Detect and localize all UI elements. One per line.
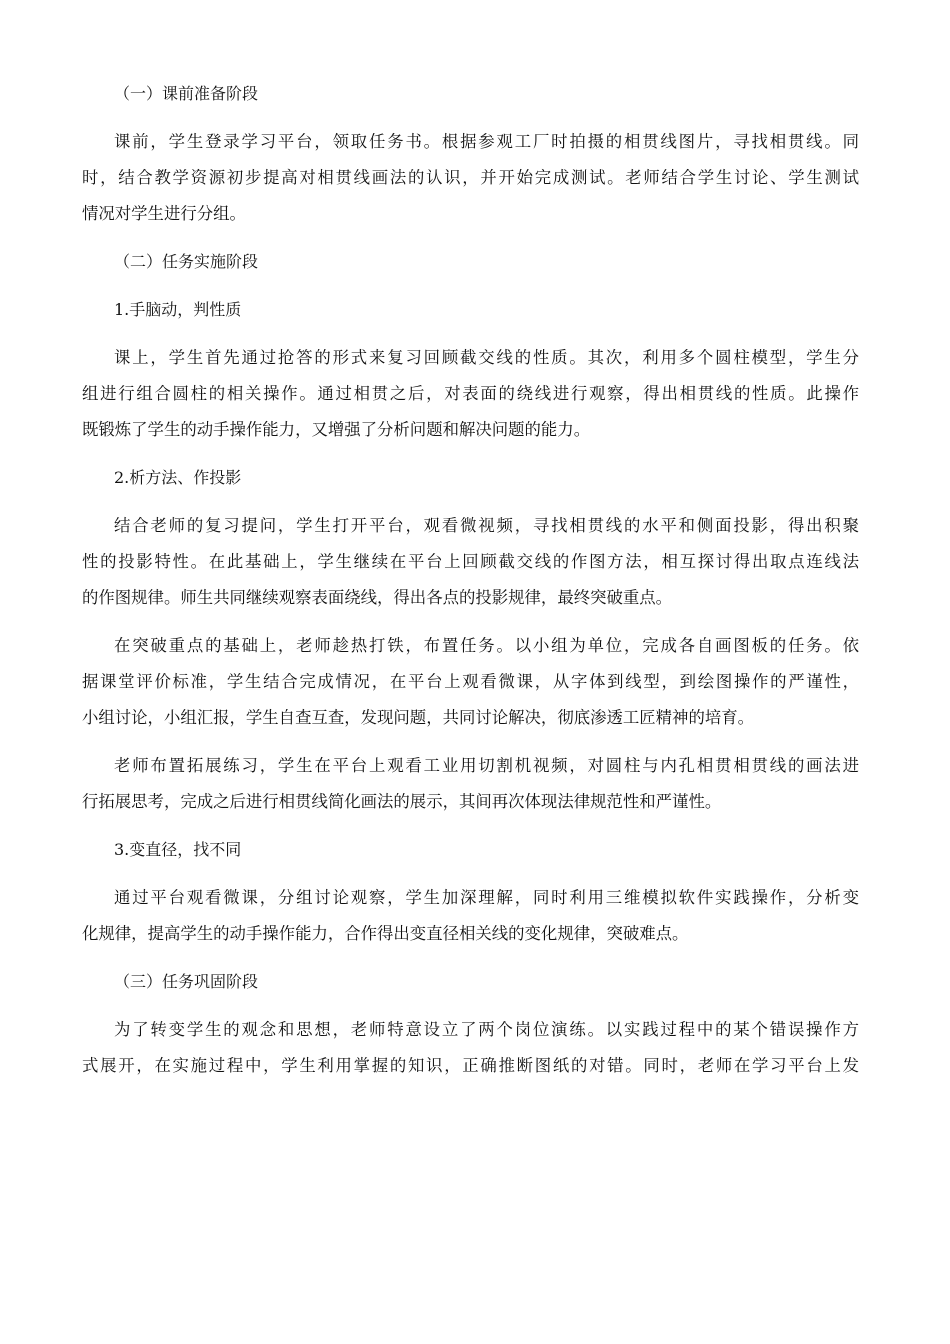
paragraph-line: 式展开，在实施过程中，学生利用掌握的知识，正确推断图纸的对错。同时，老师在学习平台上发 — [82, 1056, 859, 1075]
paragraph-line: 据课堂评价标准，学生结合完成情况，在平台上观看微课，从字体到线型，到绘图操作的严谨性， — [82, 672, 859, 691]
section-heading-consolidation: （三）任务巩固阶段 — [114, 972, 259, 991]
paragraph-line: 组进行组合圆柱的相关操作。通过相贯之后，对表面的绕线进行观察，得出相贯线的性质。此操作 — [82, 384, 859, 403]
paragraph-hands-on — [82, 340, 859, 448]
paragraph-line: 行拓展思考，完成之后进行相贯线简化画法的展示，其间再次体现法律规范性和严谨性。 — [82, 792, 722, 811]
paragraph-line: 情况对学生进行分组。 — [82, 204, 246, 223]
paragraph-task-assignment — [82, 628, 859, 736]
subsection-heading-1: 1.手脑动，判性质 — [114, 300, 242, 319]
paragraph-pre-class — [82, 124, 859, 232]
paragraph-line: 为了转变学生的观念和思想，老师特意设立了两个岗位演练。以实践过程中的某个错误操作方 — [114, 1020, 859, 1039]
paragraph-line: 课前，学生登录学习平台，领取任务书。根据参观工厂时拍摄的相贯线图片，寻找相贯线。同 — [114, 132, 859, 151]
section-heading-implementation: （二）任务实施阶段 — [114, 252, 259, 271]
paragraph-extension — [82, 748, 859, 820]
paragraph-consolidation — [82, 1012, 859, 1084]
paragraph-line: 小组讨论，小组汇报，学生自查互查，发现问题，共同讨论解决，彻底渗透工匠精神的培育。 — [82, 708, 755, 727]
document-body — [82, 76, 859, 1096]
section-heading-pre-class: （一）课前准备阶段 — [114, 84, 259, 103]
paragraph-line: 既锻炼了学生的动手操作能力，又增强了分析问题和解决问题的能力。 — [82, 420, 591, 439]
paragraph-line: 课上，学生首先通过抢答的形式来复习回顾截交线的性质。其次，利用多个圆柱模型，学生分 — [114, 348, 859, 367]
paragraph-line: 结合老师的复习提问，学生打开平台，观看微视频，寻找相贯线的水平和侧面投影，得出积聚 — [114, 516, 859, 535]
paragraph-diameter — [82, 880, 859, 952]
paragraph-line: 时，结合教学资源初步提高对相贯线画法的认识，并开始完成测试。老师结合学生讨论、学生测试 — [82, 168, 859, 187]
paragraph-line: 老师布置拓展练习，学生在平台上观看工业用切割机视频，对圆柱与内孔相贯相贯线的画法进 — [114, 756, 859, 775]
paragraph-projection — [82, 508, 859, 616]
paragraph-line: 在突破重点的基础上，老师趁热打铁，布置任务。以小组为单位，完成各自画图板的任务。依 — [114, 636, 859, 655]
paragraph-line: 化规律，提高学生的动手操作能力，合作得出变直径相关线的变化规律，突破难点。 — [82, 924, 689, 943]
paragraph-line: 性的投影特性。在此基础上，学生继续在平台上回顾截交线的作图方法，相互探讨得出取点连线法 — [82, 552, 859, 571]
subsection-heading-3: 3.变直径，找不同 — [114, 840, 242, 859]
paragraph-line: 的作图规律。师生共同继续观察表面绕线，得出各点的投影规律，最终突破重点。 — [82, 588, 673, 607]
subsection-heading-2: 2.析方法、作投影 — [114, 468, 242, 487]
paragraph-line: 通过平台观看微课，分组讨论观察，学生加深理解，同时利用三维模拟软件实践操作，分析变 — [114, 888, 859, 907]
